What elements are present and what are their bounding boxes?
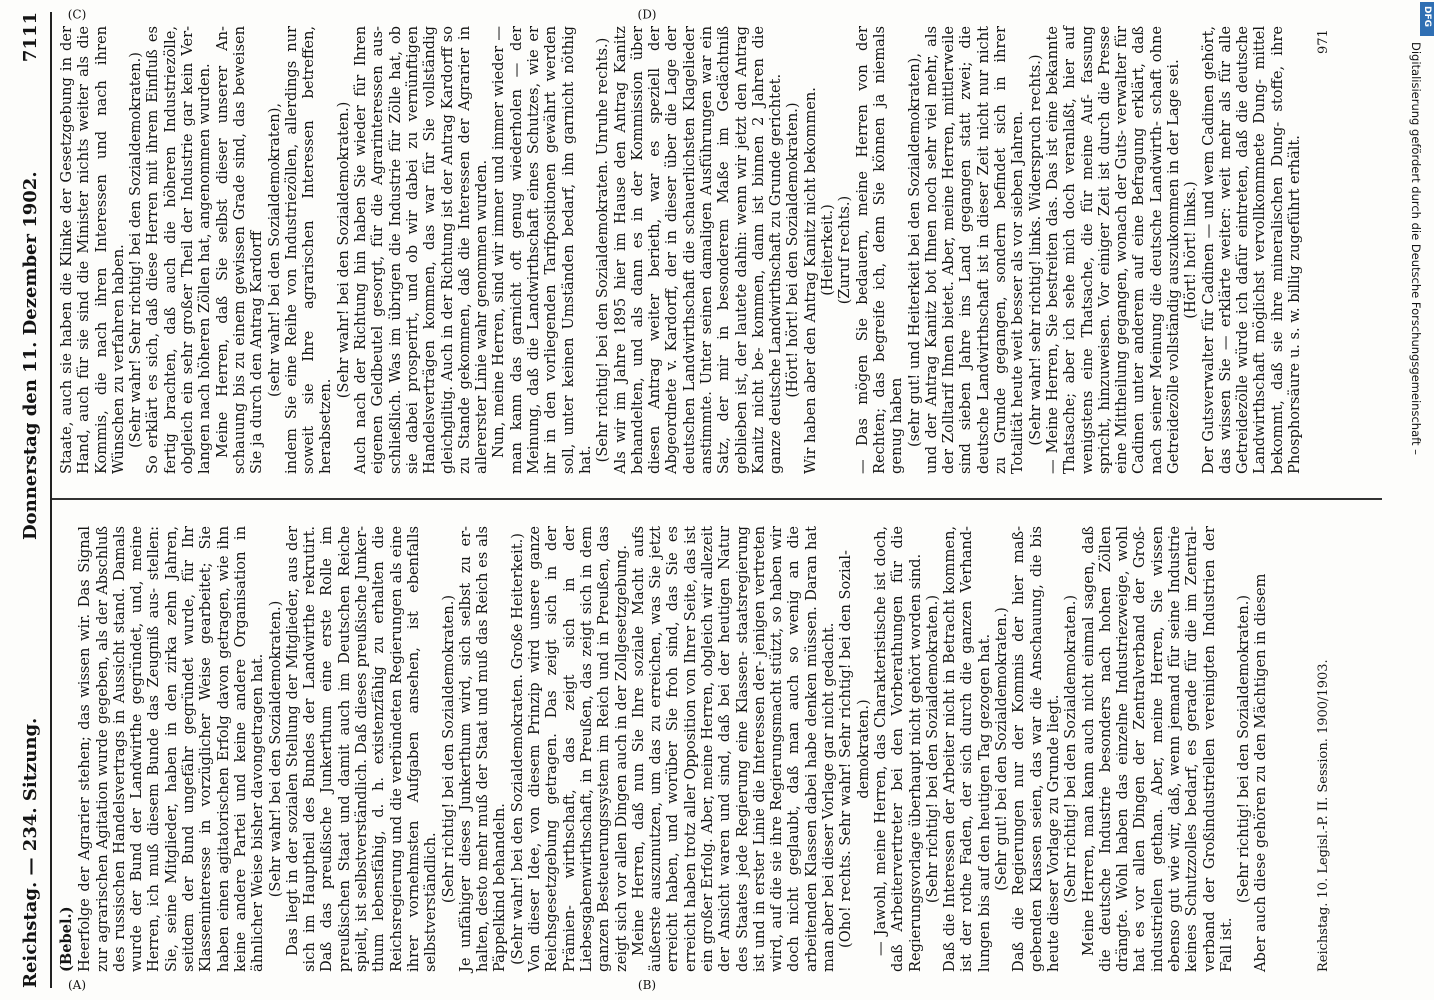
- paragraph: Staate, auch sie haben die Klinke der Gesetzgebung in der Hand, auch für sie sind die Minister nichts weiter als die Kommis, die nach ihren Interessen und nach ihren Wünschen zu verfahren haben.: [58, 26, 127, 474]
- paragraph: indem Sie eine Reihe von Industriezöllen, allerdings nur soweit sie Ihre agrarischen Interessen betreffen, herabsetzen.: [282, 26, 335, 474]
- interjection: (Sehr wahr! bei den Sozialdemokraten.): [266, 600, 284, 898]
- dfg-logo-text: DFG: [1422, 6, 1432, 28]
- paragraph: Als wir im Jahre 1895 hier im Hause den Antrag Kanitz behandelten, und als dann es in der Kommission über diesen Antrag weiter berieth, war es speziell der Abgeordnete v. Kardorff, der in dieser über die Lage der deutschen Landwirthschaft die schauerlichsten Klagelieder anstimmte. Unter seinen damaligen Ausführungen war ein Satz, der mir in besonderem Maße im Gedächtniß geblieben ist, der lautete dahin: wenn wir jetzt den Antrag Kanitz nicht be- kommen, dann ist binnen 2 Jahren die ganze deutsche Landwirthschaft zu Grunde gerichtet.: [611, 26, 785, 474]
- paragraph: — Das mögen Sie bedauern, meine Herren von der Rechten; das begreife ich, denn Sie können ja niemals genug haben: [853, 26, 906, 474]
- paragraph: Meine Herren, daß Sie selbst dieser unserer An- schauung bis zu einem gewissen Grade sind, das beweisen Sie ja durch den Antrag Kardorff: [213, 26, 266, 474]
- dfg-logo[interactable]: [1420, 2, 1434, 36]
- dfg-credit-text: Digitalisierung gefördert durch die Deutsche Forschungsgemeinschaft –: [1409, 42, 1423, 455]
- margin-marker-b: (B): [637, 977, 657, 992]
- interjection: (Sehr wahr! bei den Sozialdemokraten.): [334, 101, 352, 399]
- paragraph: Meine Herren, daß nun Sie Ihre soziale Macht aufs äußerste auszunutzen, um das zu erreichen, was Sie jetzt erreicht haben, und worüber Sie froh sind, das Sie es erreicht haben trotz aller Opposition von Ihrer Seite, das ist ein großer Erfolg. Aber, meine Herren, obgleich wir allezeit der Ansicht waren und sind, daß bei der heutigen Natur des Staates jede Regierung eine Klassen- staatsregierung ist und in erster Linie die Interessen der- jenigen vertreten wird, auf die sie ihre Regierungsmacht stützt, so haben wir doch nicht geglaubt, daß man auch so wenig an die arbeitenden Klassen dabei habe denken müssen. Daran hat man aber bei dieser Vorlage gar nicht gedacht.: [629, 526, 838, 972]
- interjection: (Sehr richtig! bei den Sozialdemokraten.): [923, 594, 941, 904]
- header-left: Reichstag. — 234. Sitzung.: [20, 717, 41, 988]
- interjection: (Sehr wahr! bei den Sozialdemokraten. Große Heiterkeit.): [508, 533, 526, 965]
- column-divider: [52, 498, 1382, 500]
- interjection: (Sehr wahr! Sehr richtig! bei den Sozialdemokraten.): [127, 52, 145, 448]
- interjection: (Oho! rechts. Sehr wahr! Sehr richtig! bei den Sozial- demokraten.): [837, 550, 872, 948]
- paragraph: — Jawohl, meine Herren, das Charakteristische ist doch, daß Arbeitervertreter bei den Vorberathungen für die Regierungsvorlage überhaupt nicht gehört worden sind.: [871, 526, 924, 972]
- interjection: (Hört! hört! links.): [1182, 181, 1200, 319]
- session-footer: Reichstag. 10. Legisl.-P. II. Session. 1900/1903.: [1316, 659, 1331, 972]
- sheet-number: 971: [1316, 29, 1331, 54]
- margin-marker-a: (A): [67, 977, 87, 992]
- interjection: (Sehr richtig! bei den Sozialdemokraten.): [1062, 594, 1080, 904]
- interjection: (Sehr gut! bei den Sozialdemokraten.): [993, 607, 1011, 891]
- paragraph: Je unfähiger dieses Junkerthum wird, sich selbst zu er- halten, desto mehr muß der Staat und muß das Reich es als Päppelkind behandeln.: [456, 526, 509, 972]
- paragraph: und der Antrag Kanitz bot Ihnen noch sehr viel mehr, als der Zolltarif Ihnen bietet. Aber, meine Herren, mittlerweile sind sieben Jahre ins Land gegangen statt zwei; die deutsche Landwirthschaft ist in dieser Zeit nicht nur nicht zu Grunde gegangen, sondern befindet sich in ihrer Totalität heute weit besser als vor sieben Jahren.: [922, 26, 1027, 474]
- interjection: (Sehr richtig! bei den Sozialdemokraten.): [1235, 594, 1253, 904]
- right-column: [58, 26, 1304, 474]
- interjection: (Sehr richtig! bei den Sozialdemokraten. Unruhe rechts.): [594, 37, 612, 463]
- paragraph: Meine Herren, man kann auch nicht einmal sagen, daß die deutsche Industrie besonders nach hohen Zöllen drängte. Wohl haben das einzelne Industriezweige, wohl hat es vor allen Dingen der Zentralverband der Groß- industriellen gethan. Aber, meine Herren, Sie wissen ebenso gut wie wir, daß, wenn jemand für seine Industrie keines Schutzzolles bedarf, es gerade für die im Zentral- verband der Großindustriellen vereinigten Industrien der Fall ist.: [1079, 526, 1235, 972]
- interjection: (sehr gut! und Heiterkeit bei den Sozialdemokraten),: [905, 52, 923, 448]
- interjection: (Sehr wahr! sehr richtig! links. Widerspruch rechts.): [1026, 54, 1044, 446]
- header-rule: [50, 12, 52, 988]
- paragraph: So erklärt es sich, daß diese Herren mit ihrem Einfluß es fertig brachten, daß auch die höheren Industriezölle, obgleich ein sehr großer Theil der Industrie gar kein Ver- langen nach höheren Zöllen hat, angenommen wurden.: [144, 26, 214, 474]
- running-head: [14, 12, 48, 988]
- paragraph: Der Gutsverwalter für Cadinen — und wem Cadinen gehört, das wissen Sie — erklärte weiter: weit mehr als für alle Getreidezölle würde ich dafür eintreten, daß die deutsche Landwirthschaft möglichst vervollkommnete Dung- mittel bekommt, daß sie ihre mineralischen Dung- stoffe, ihre Phosphorsäure u. s. w. billig zugeführt erhält.: [1199, 26, 1304, 474]
- margin-marker-c: (C): [67, 7, 87, 22]
- speaker-name: (Bebel.): [58, 906, 75, 972]
- page-number: 7111: [20, 12, 41, 63]
- interjection: (Zuruf rechts.): [836, 195, 854, 305]
- paragraph: Das liegt in der sozialen Stellung der Mitglieder, aus der sich im Hauptheil des Bundes der Landwirthe rekrutirt. Daß das preußische Junkerthum eine erste Rolle im preußischen Staat und damit auch im Deutschen Reiche spielt, ist selbstverständlich. Daß dieses preußische Junker- thum lebensfähig, d. h. existenzfähig zu erhalten die Reichsregierung und die verbündeten Regierungen als eine ihrer vornehmsten Aufgaben ansehen, ist ebenfalls selbstverständlich.: [283, 526, 440, 972]
- paragraph: Heerfolge der Agrarier stehen; das wissen wir. Das Signal zur agrarischen Agitation wurde gegeben, als der Abschluß des russischen Handelsvertrags in Aussicht stand. Damals wurde der Bund der Landwirthe gegründet, und, meine Herren, ich muß diesem Bunde das Zeugniß aus- stellen: Sie, seine Mitglieder, haben in den zirka zehn Jahren, seitdem der Bund ungefähr gegründet wurde, für Ihr Klasseninteresse in vorzüglicher Weise gearbeitet; Sie haben einen agitatorischen Erfolg davon getragen, wie ihn keine andere Partei und keine andere Organisation in ähnlicher Weise bisher davongetragen hat.: [76, 526, 267, 972]
- interjection: (Hört! hört! bei den Sozialdemokraten.): [784, 102, 802, 398]
- paragraph: Von dieser Idee, von diesem Prinzip wird unsere ganze Reichsgesetzgebung getragen. Das zeigt sich in der Prämien- wirthschaft, das zeigt sich in der Liebesgabenwirthschaft, in Preußen, das zeigt sich in dem ganzen Besteuerungssystem im Reich und in Preußen, das zeigt sich vor allen Dingen auch in der Zollgesetzgebung.: [526, 526, 630, 972]
- paragraph: — Meine Herren, Sie bestreiten das. Das ist eine bekannte Thatsache; aber ich sehe mich doch veranlaßt, hier auf wenigstens eine Thatsache, die für meine Auf- fassung spricht, hinzuweisen. Vor einiger Zeit ist durch die Presse eine Mittheilung gegangen, wonach der Guts- verwalter für Cadinen unter anderem auf eine Befragung erklärt, daß nach seiner Meinung die deutsche Landwirth- schaft ohne Getreidezölle vollständig auszukommen in der Lage sei.: [1043, 26, 1182, 474]
- paragraph: Aber auch diese gehören zu den Mächtigen in diesem: [1252, 573, 1270, 972]
- margin-marker-d: (D): [637, 7, 657, 22]
- paragraph: Auch nach der Richtung hin haben Sie wieder für Ihren eigenen Geldbeutel gesorgt, für die Agrarinteressen aus- schließlich. Was im übrigen die Industrie für Zölle hat, ob sie dabei prosperirt, und ob wir dabei zu vernünftigen Handelsverträgen kommen, das war für Sie vollständig gleichgiltig. Auch in der Richtung ist der Antrag Kardorff so zu Stande gekommen, daß die Interessen der Agrarier in allererster Linie wahr genommen wurden.: [352, 26, 491, 474]
- paragraph: Daß die Interessen der Arbeiter nicht in Betracht kommen, ist der rothe Faden, der sich durch die ganzen Verhand- lungen bis auf den heutigen Tag gezogen hat.: [941, 526, 993, 972]
- interjection: (Sehr richtig! bei den Sozialdemokraten.): [439, 594, 457, 904]
- paragraph: Wir haben aber den Antrag Kanitz nicht bekommen.: [801, 87, 819, 474]
- paragraph: Daß die Regierungen nur der Kommis der hier maß- gebenden Klassen seien, das war die Anschauung, die bis heute dieser Vorlage zu Grunde liegt.: [1010, 526, 1062, 972]
- paragraph: Nun, meine Herren, sind wir immer und immer wieder — man kann das garnicht oft genug wiederholen — der Meinung, daß die Landwirthschaft eines Schutzes, wie er ihr in den vorliegenden Tarifpositionen gewährt werden soll, unter keinen Umständen bedarf, ihn garnicht nöthig hat.: [490, 26, 594, 474]
- left-column: [58, 526, 1288, 972]
- header-date: Donnerstag den 11. Dezember 1902.: [20, 171, 41, 540]
- interjection: (sehr wahr! bei den Sozialdemokraten),: [265, 102, 283, 398]
- interjection: (Heiterkeit.): [819, 204, 837, 296]
